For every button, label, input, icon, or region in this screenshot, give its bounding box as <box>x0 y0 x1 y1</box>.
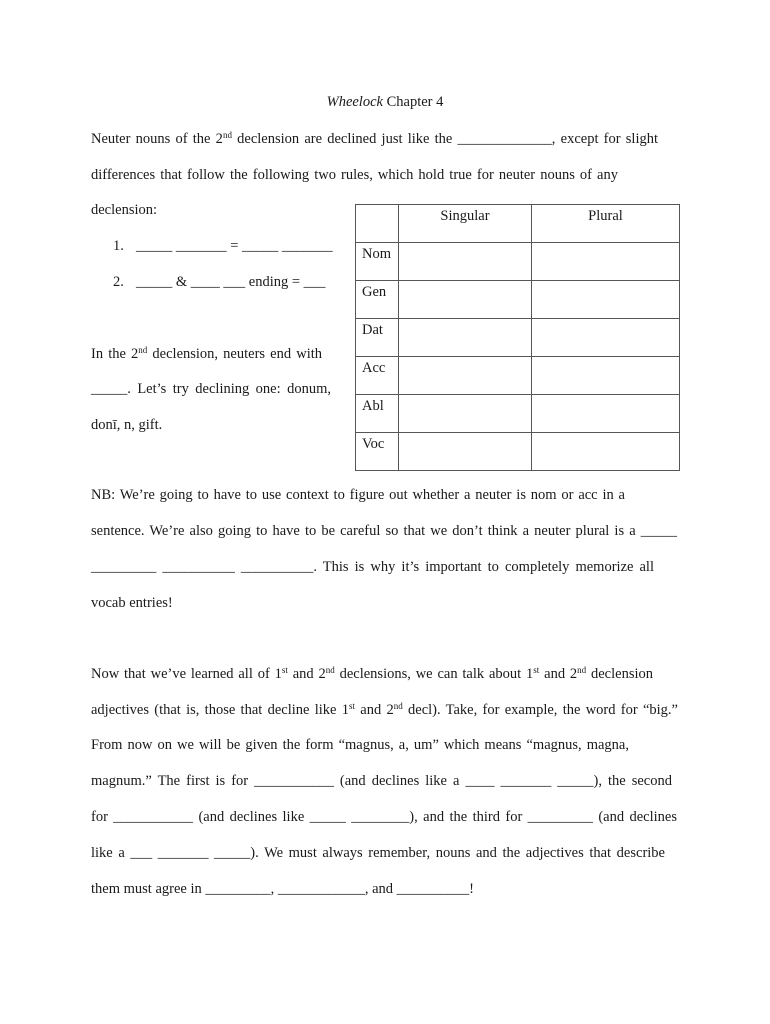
case-label: Nom <box>356 243 399 281</box>
adj-text: decl). Take, for example, the word for “big.” <box>402 702 678 718</box>
table-row <box>356 281 680 319</box>
table-row <box>356 395 680 433</box>
table-row <box>356 357 680 395</box>
adj-text: declension <box>586 666 653 682</box>
adj-line-4: magnum.” The first is for ___________ (and declines like a ____ _______ _____), the second <box>91 773 672 789</box>
case-label: Abl <box>356 395 399 433</box>
singular-cell <box>399 357 532 395</box>
plural-cell <box>532 433 680 471</box>
side-line-1 <box>91 345 322 364</box>
plural-cell <box>532 243 680 281</box>
adj-line-7: them must agree in _________, ____________, and __________! <box>91 881 474 897</box>
table-header-row <box>356 205 680 243</box>
table-row <box>356 319 680 357</box>
title-rest: Chapter 4 <box>382 94 444 110</box>
side-text: In the 2 <box>91 346 139 362</box>
adj-text: and 2 <box>539 666 578 682</box>
case-label: Gen <box>356 281 399 319</box>
ordinal-sup: nd <box>393 701 403 711</box>
intro-text: Neuter nouns of the 2 <box>91 131 223 147</box>
case-label: Dat <box>356 319 399 357</box>
rule-number-2: 2. <box>113 274 124 290</box>
nb-line-2: sentence. We’re also going to have to be careful so that we don’t think a neuter plural is a _____ <box>91 523 677 539</box>
ordinal-sup: nd <box>138 345 148 355</box>
page-title <box>0 93 770 111</box>
case-label: Voc <box>356 433 399 471</box>
plural-cell <box>532 395 680 433</box>
table-row <box>356 243 680 281</box>
ordinal-sup: nd <box>222 130 232 140</box>
plural-cell <box>532 319 680 357</box>
adj-line-1 <box>91 665 653 684</box>
side-text: declension, neuters end with <box>147 346 323 362</box>
plural-cell <box>532 281 680 319</box>
title-italic: Wheelock <box>326 94 383 110</box>
ordinal-sup: st <box>348 701 355 711</box>
side-line-2: _____. Let’s try declining one: donum, <box>91 381 331 397</box>
nb-line-3: _________ __________ __________. This is why it’s important to completely memorize all <box>91 559 654 575</box>
intro-line-3: declension: <box>91 202 158 218</box>
adj-text: Now that we’ve learned all of 1 <box>91 666 282 682</box>
adj-line-6: like a ___ _______ _____). We must always remember, nouns and the adjectives that describe <box>91 845 665 861</box>
singular-cell <box>399 319 532 357</box>
header-cell-singular: Singular <box>399 205 532 243</box>
table-row <box>356 433 680 471</box>
singular-cell <box>399 281 532 319</box>
intro-line-2: differences that follow the following two rules, which hold true for neuter nouns of any <box>91 167 618 183</box>
nb-line-1: NB: We’re going to have to use context to figure out whether a neuter is nom or acc in a <box>91 487 625 503</box>
rule-text-2: _____ & ____ ___ ending = ___ <box>136 274 326 290</box>
adj-line-3: From now on we will be given the form “magnus, a, um” which means “magnus, magna, <box>91 737 629 753</box>
rule-number-1: 1. <box>113 238 124 254</box>
declension-table <box>355 204 680 471</box>
plural-cell <box>532 357 680 395</box>
ordinal-sup: st <box>533 665 540 675</box>
singular-cell <box>399 243 532 281</box>
singular-cell <box>399 395 532 433</box>
intro-line-1 <box>91 130 658 149</box>
ordinal-sup: nd <box>577 665 587 675</box>
adj-line-5: for ___________ (and declines like _____ ________), and the third for _________ (and declines <box>91 809 677 825</box>
adj-text: and 2 <box>287 666 326 682</box>
adj-text: and 2 <box>355 702 394 718</box>
header-cell-plural: Plural <box>532 205 680 243</box>
adj-line-2 <box>91 701 678 720</box>
rule-text-1: _____ _______ = _____ _______ <box>136 238 333 254</box>
side-line-3: donī, n, gift. <box>91 417 163 433</box>
intro-text: declension are declined just like the _____________, except for slight <box>231 131 659 147</box>
nb-line-4: vocab entries! <box>91 595 173 611</box>
ordinal-sup: nd <box>325 665 335 675</box>
adj-text: adjectives (that is, those that decline like 1 <box>91 702 349 718</box>
header-cell-blank <box>356 205 399 243</box>
singular-cell <box>399 433 532 471</box>
ordinal-sup: st <box>281 665 288 675</box>
case-label: Acc <box>356 357 399 395</box>
adj-text: declensions, we can talk about 1 <box>334 666 534 682</box>
